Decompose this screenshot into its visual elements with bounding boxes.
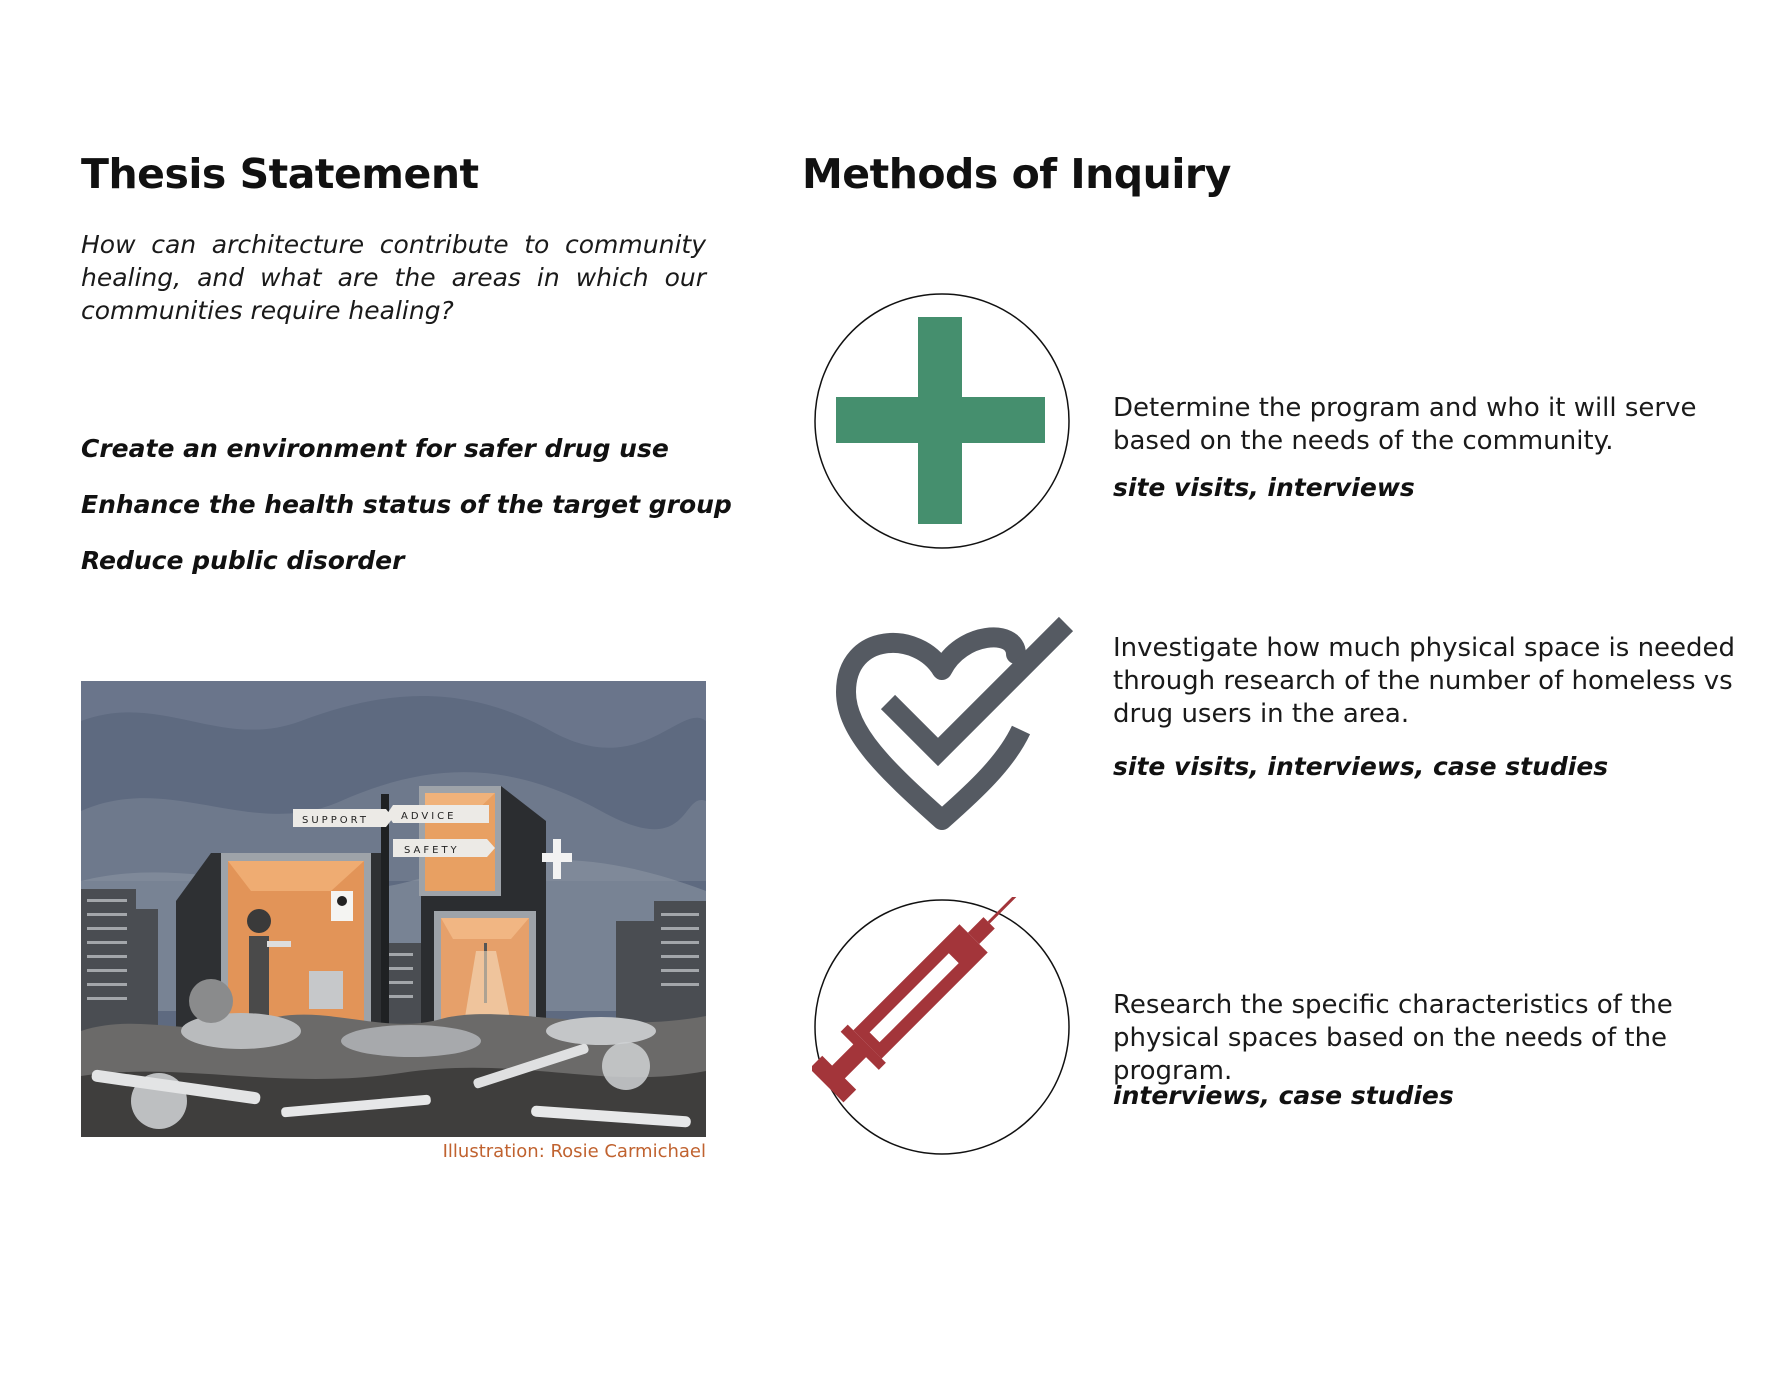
method-tools: site visits, interviews, case studies bbox=[1113, 752, 1609, 781]
svg-text:SAFETY: SAFETY bbox=[404, 845, 460, 856]
goal-item: Create an environment for safer drug use bbox=[81, 434, 669, 463]
medical-cross-icon bbox=[812, 291, 1072, 551]
heart-check-icon bbox=[826, 610, 1076, 840]
methods-title: Methods of Inquiry bbox=[802, 150, 1231, 198]
method-tools: interviews, case studies bbox=[1113, 1081, 1454, 1110]
goal-item: Reduce public disorder bbox=[81, 546, 405, 575]
syringe-icon bbox=[812, 897, 1072, 1157]
thesis-question: How can architecture contribute to community healing, and what are the areas in which our communities require healing? bbox=[81, 230, 706, 325]
thesis-title: Thesis Statement bbox=[81, 150, 479, 198]
goal-item: Enhance the health status of the target group bbox=[81, 490, 732, 519]
collage-illustration bbox=[81, 681, 706, 1137]
method-description: Determine the program and who it will serve based on the needs of the community. bbox=[1113, 393, 1697, 456]
illustration-credit: Illustration: Rosie Carmichael bbox=[442, 1141, 706, 1162]
method-description: Investigate how much physical space is needed through research of the number of homeless vs drug users in the area. bbox=[1113, 633, 1736, 729]
svg-text:SUPPORT: SUPPORT bbox=[302, 815, 369, 826]
method-tools: site visits, interviews bbox=[1113, 473, 1415, 502]
method-description: Research the specific characteristics of the physical spaces based on the needs of the program. bbox=[1113, 990, 1673, 1086]
svg-text:ADVICE: ADVICE bbox=[401, 811, 457, 822]
